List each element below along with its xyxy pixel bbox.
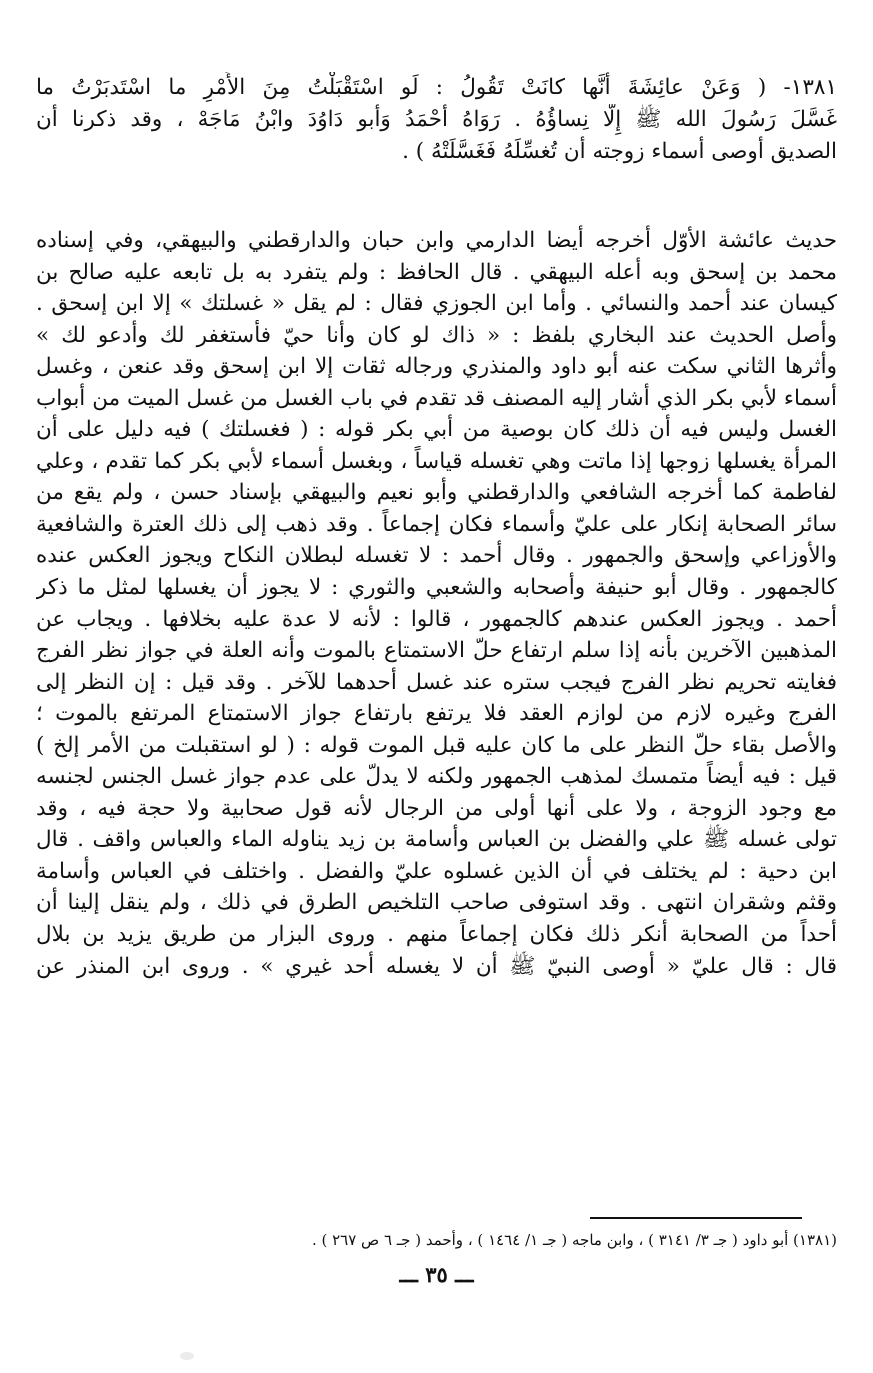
footnote: (١٣٨١) أبو داود ( جـ ٣/ ٣١٤١ ) ، وابن ماجه ( جـ ١/ ١٤٦٤ ) ، وأحمد ( جـ ٦ ص ٢٦٧ ) . xyxy=(311,1231,837,1249)
commentary-line: كيسان عند أحمد والنسائي . وأما ابن الجوزي فقال : لم يقل « غسلتك » إلا ابن إسحق . xyxy=(36,291,837,317)
commentary-line: الفرج وغيره لازم من لوازم العقد فلا يرتفع بارتفاع جواز الاستمتاع المرتفع بالموت ؛ xyxy=(36,701,837,727)
footnote-divider xyxy=(590,1217,802,1219)
commentary-line: والأوزاعي وإسحق والجمهور . وقال أحمد : لا تغسله لبطلان النكاح ويجوز العكس عنده xyxy=(36,543,837,569)
commentary-line: والأصل بقاء حلّ النظر على ما كان عليه قبل الموت قوله : ( لو استقبلت من الأمر إلخ ) xyxy=(36,732,837,758)
commentary-line: حديث عائشة الأوّل أخرجه أيضا الدارمي وابن حبان والدارقطني والبيهقي، وفي إسناده xyxy=(36,228,837,253)
commentary-line: مع وجود الزوجة ، ولا على أنها أولى من الرجال لأنه قول صحابية ولا حجة فيه ، وقد xyxy=(36,795,837,821)
hadith-line: غَسَّلَ رَسُولَ الله ﷺ إِلَّا نِساؤُهُ . رَوَاهُ أَحْمَدُ وَأَبو دَاوُدَ وابْنُ مَاجَهْ ، وقد ذكرنا أن xyxy=(36,107,837,132)
commentary-line: وأثرها الثاني سكت عنه أبو داود والمنذري ورجاله ثقات إلا ابن إسحق وقد عنعن ، وغسل xyxy=(36,354,837,380)
commentary-line: وقثم وشقران انتهى . وقد استوفى صاحب التلخيص الطرق في ذلك ، ولم ينقل إلينا أن xyxy=(36,890,837,916)
hadith-text xyxy=(36,72,837,168)
commentary-line: فغايته تحريم نظر الفرج فيجب ستره عند غسل أحدهما للآخر . وقد قيل : إن النظر إلى xyxy=(36,669,837,695)
commentary-line: سائر الصحابة إنكار على عليّ وأسماء فكان إجماعاً . وقد ذهب إلى ذلك العترة والشافعية xyxy=(36,511,837,537)
commentary-line: كالجمهور . وقال أبو حنيفة وأصحابه والشعبي والثوري : لا يجوز أن يغسلها لمثل ما ذكر xyxy=(36,575,837,601)
scan-smudge xyxy=(180,1352,194,1360)
commentary-line: لفاطمة كما أخرجه الشافعي والدارقطني وأبو نعيم والبيهقي بإسناد حسن ، ولم يقع من xyxy=(36,480,837,506)
page-number: ـــ ٣٥ ـــ xyxy=(399,1262,474,1287)
commentary-line: أحمد . ويجوز العكس عندهم كالجمهور ، قالوا : لأنه لا عدة عليه بخلافها . ويجاب عن xyxy=(36,606,837,632)
commentary-line: أسماء لأبي بكر الذي أشار إليه المصنف قد تقدم في باب الغسل من غسل الميت من أبواب xyxy=(36,385,837,411)
commentary-line: المرأة يغسلها زوجها إذا ماتت وهي تغسله قياساً ، وبغسل أسماء لأبي بكر كما تقدم ، وعلي xyxy=(36,448,837,474)
commentary-text xyxy=(36,225,837,982)
commentary-line: قيل : فيه أيضاً متمسك لمذهب الجمهور ولكنه لا يدلّ على عدم جواز غسل الجنس لجنسه xyxy=(36,764,837,790)
commentary-line: وأصل الحديث عند البخاري بلفظ : « ذاك لو كان وأنا حيّ فأستغفر لك وأدعو لك » xyxy=(36,322,837,348)
commentary-line: ابن دحية : لم يختلف في أن الذين غسلوه عليّ والفضل . واختلف في العباس وأسامة xyxy=(36,858,837,884)
commentary-line: قال : قال عليّ « أوصى النبيّ ﷺ أن لا يغسله أحد غيري » . وروى ابن المنذر عن xyxy=(36,953,837,979)
commentary-line: تولى غسله ﷺ علي والفضل بن العباس وأسامة بن زيد يناوله الماء والعباس واقف . قال xyxy=(36,827,837,853)
hadith-line: الصديق أوصى أسماء زوجته أن تُغسِّلَهُ فَغَسَّلَتْهُ ) . xyxy=(402,139,837,164)
commentary-line: أحداً من الصحابة أنكر ذلك فكان إجماعاً منهم . وروى البزار من طريق يزيد بن بلال xyxy=(36,922,837,948)
commentary-line: محمد بن إسحق وبه أعله البيهقي . قال الحافظ : ولم يتفرد به بل تابعه عليه صالح بن xyxy=(36,259,837,285)
hadith-line: ١٣٨١- ( وَعَنْ عائِشَةَ أَنَّها كانَتْ تَقُولُ : لَو اسْتَقْبَلْتُ مِنَ الأَمْرِ ما اسْتَدبَرْتُ ما xyxy=(36,75,837,100)
commentary-line: المذهبين الآخرين بأنه إذا سلم ارتفاع حلّ الاستمتاع بالموت وأنه العلة في جواز نظر الفرج xyxy=(36,638,837,664)
commentary-line: الغسل وليس فيه أن ذلك كان بوصية من أبي بكر قوله : ( فغسلتك ) فيه دليل على أن xyxy=(36,417,837,443)
